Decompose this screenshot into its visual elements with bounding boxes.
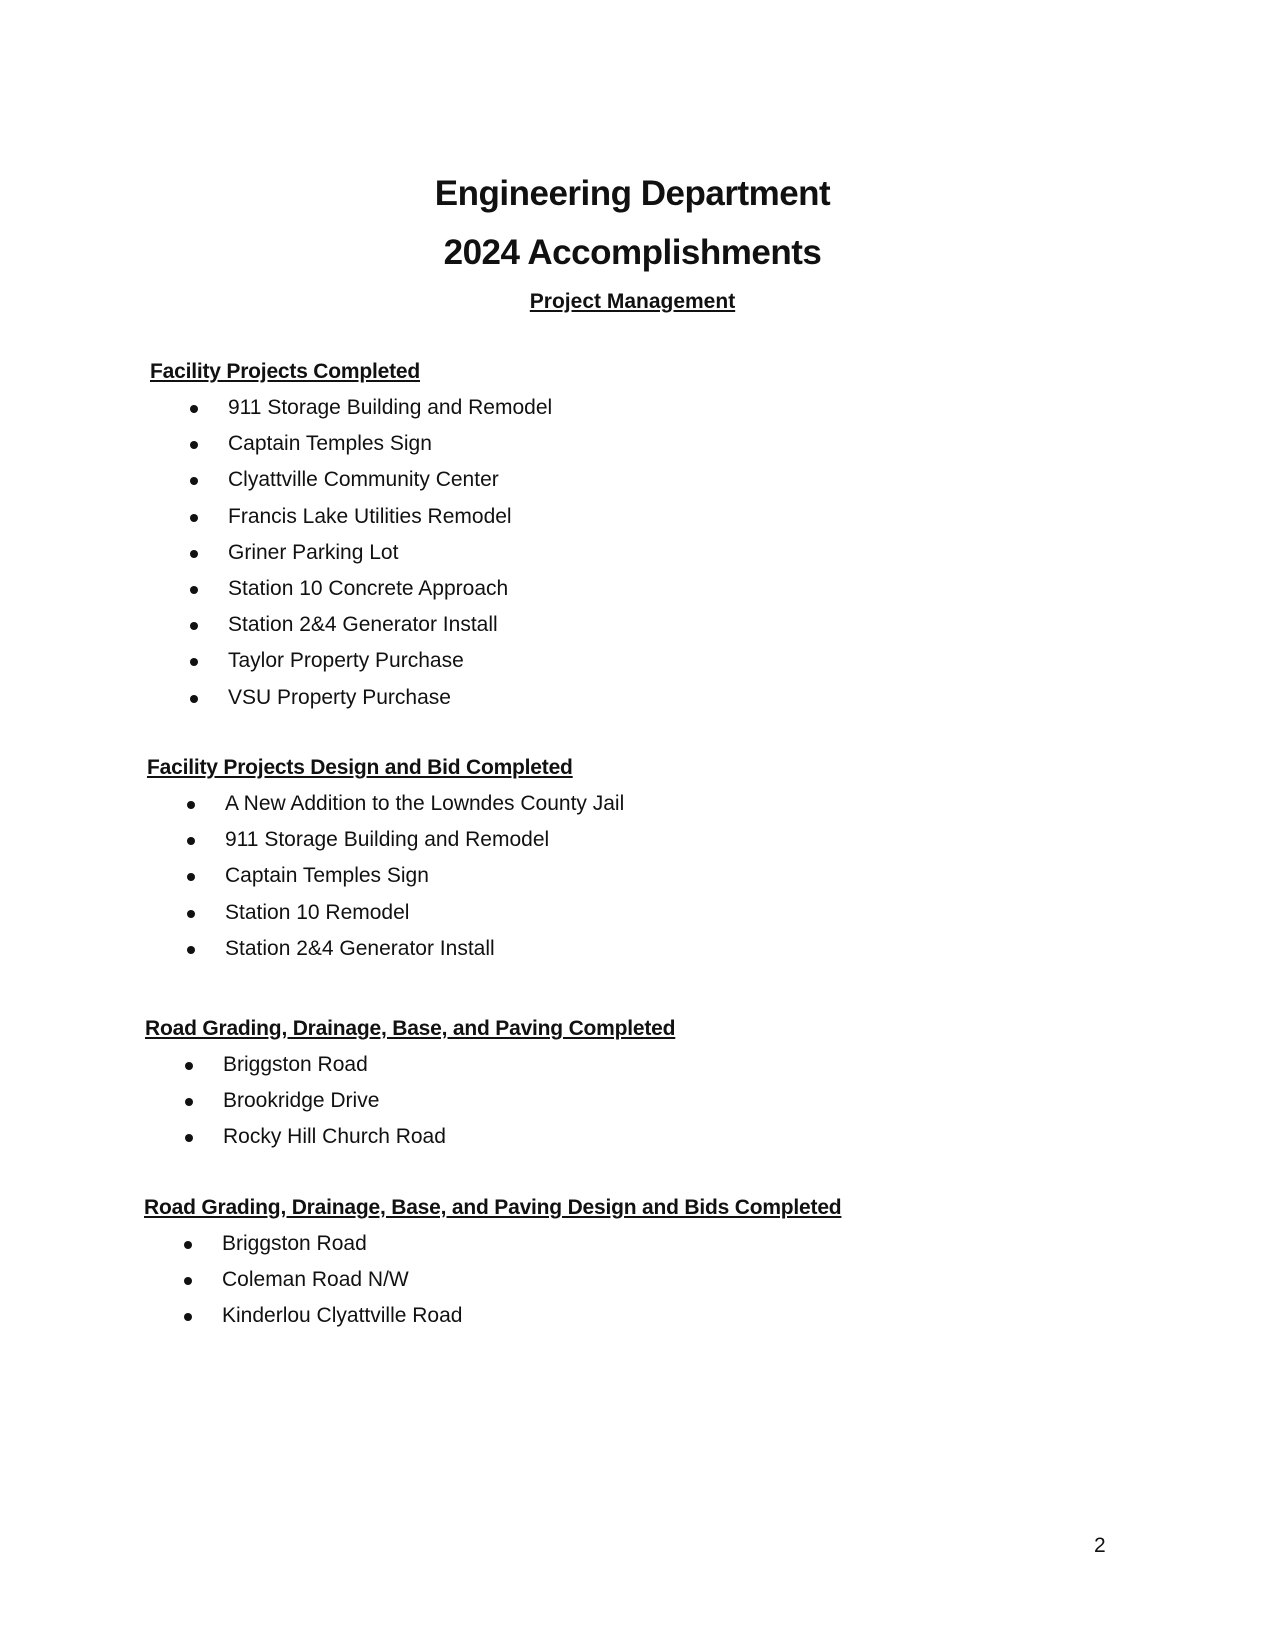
bullet-icon: [185, 1134, 193, 1142]
list-item-text: Briggston Road: [223, 1053, 368, 1076]
list-item-text: Rocky Hill Church Road: [223, 1125, 446, 1149]
bullet-icon: [184, 1277, 192, 1285]
bullet-icon: [190, 477, 198, 485]
list-item: [150, 535, 552, 571]
section-road-completed: [145, 1011, 675, 1156]
list-item-text: Kinderlou Clyattville Road: [222, 1304, 463, 1328]
bullet-icon: [190, 658, 198, 666]
list-item-text: VSU Property Purchase: [228, 685, 451, 709]
bullet-icon: [185, 1098, 193, 1106]
subtitle-text: Project Management: [529, 290, 736, 313]
bullet-icon: [187, 801, 195, 809]
list-item-text: Station 2&4 Generator Install: [225, 936, 495, 960]
section-facility-design-bid: [147, 750, 624, 967]
list-item: [150, 499, 552, 535]
list-item-text: Station 10 Concrete Approach: [228, 576, 509, 600]
list-item: [144, 1226, 841, 1262]
list-item-text: 911 Storage Building and Remodel: [228, 396, 553, 419]
list-item: [150, 680, 552, 716]
item-list: [144, 1226, 841, 1335]
list-item: [145, 1119, 675, 1155]
section-heading: Road Grading, Drainage, Base, and Paving Design and Bids Completed: [144, 1196, 842, 1219]
document-title: Engineering Department: [434, 174, 831, 213]
bullet-icon: [184, 1313, 192, 1321]
bullet-icon: [184, 1241, 192, 1249]
section-subtitle: [0, 290, 1265, 314]
list-item: [150, 390, 552, 426]
bullet-icon: [190, 550, 198, 558]
list-item: [150, 462, 552, 498]
list-item-text: Brookridge Drive: [223, 1089, 380, 1113]
bullet-icon: [190, 514, 198, 522]
bullet-icon: [185, 1062, 193, 1070]
list-item: [145, 1047, 675, 1083]
section-facility-completed: [150, 354, 552, 716]
list-item-text: Briggston Road: [222, 1232, 367, 1255]
bullet-icon: [190, 622, 198, 630]
bullet-icon: [190, 586, 198, 594]
list-item-text: Captain Temples Sign: [228, 432, 432, 456]
item-list: [145, 1047, 675, 1156]
bullet-icon: [187, 837, 195, 845]
list-item: [144, 1262, 841, 1298]
item-list: [147, 786, 624, 967]
list-item: [147, 786, 624, 822]
list-item: [150, 426, 552, 462]
list-item-text: Captain Temples Sign: [225, 864, 429, 888]
list-item: [147, 858, 624, 894]
list-item-text: Station 10 Remodel: [225, 900, 410, 924]
section-heading: Road Grading, Drainage, Base, and Paving Completed: [145, 1017, 676, 1040]
list-item: [150, 607, 552, 643]
bullet-icon: [190, 441, 198, 449]
list-item-text: Station 2&4 Generator Install: [228, 613, 498, 637]
list-item-text: A New Addition to the Lowndes County Jail: [225, 792, 625, 815]
section-heading: Facility Projects Design and Bid Completed: [147, 756, 573, 779]
list-item: [147, 895, 624, 931]
list-item: [147, 931, 624, 967]
list-item: [150, 571, 552, 607]
bullet-icon: [187, 910, 195, 918]
list-item-text: 911 Storage Building and Remodel: [225, 828, 550, 852]
list-item-text: Griner Parking Lot: [228, 540, 399, 564]
list-item-text: Coleman Road N/W: [222, 1268, 409, 1292]
list-item-text: Francis Lake Utilities Remodel: [228, 504, 512, 528]
section-road-design-bids: [144, 1190, 841, 1335]
list-item: [147, 822, 624, 858]
document-subtitle-year: 2024 Accomplishments: [443, 233, 822, 272]
list-item-text: Clyattville Community Center: [228, 468, 499, 492]
list-item: [144, 1298, 841, 1334]
list-item: [150, 643, 552, 679]
bullet-icon: [187, 946, 195, 954]
bullet-icon: [190, 695, 198, 703]
bullet-icon: [187, 873, 195, 881]
item-list: [150, 390, 552, 716]
bullet-icon: [190, 405, 198, 413]
list-item-text: Taylor Property Purchase: [228, 649, 464, 673]
section-heading: Facility Projects Completed: [150, 360, 421, 383]
list-item: [145, 1083, 675, 1119]
page-number: 2: [1094, 1534, 1106, 1557]
